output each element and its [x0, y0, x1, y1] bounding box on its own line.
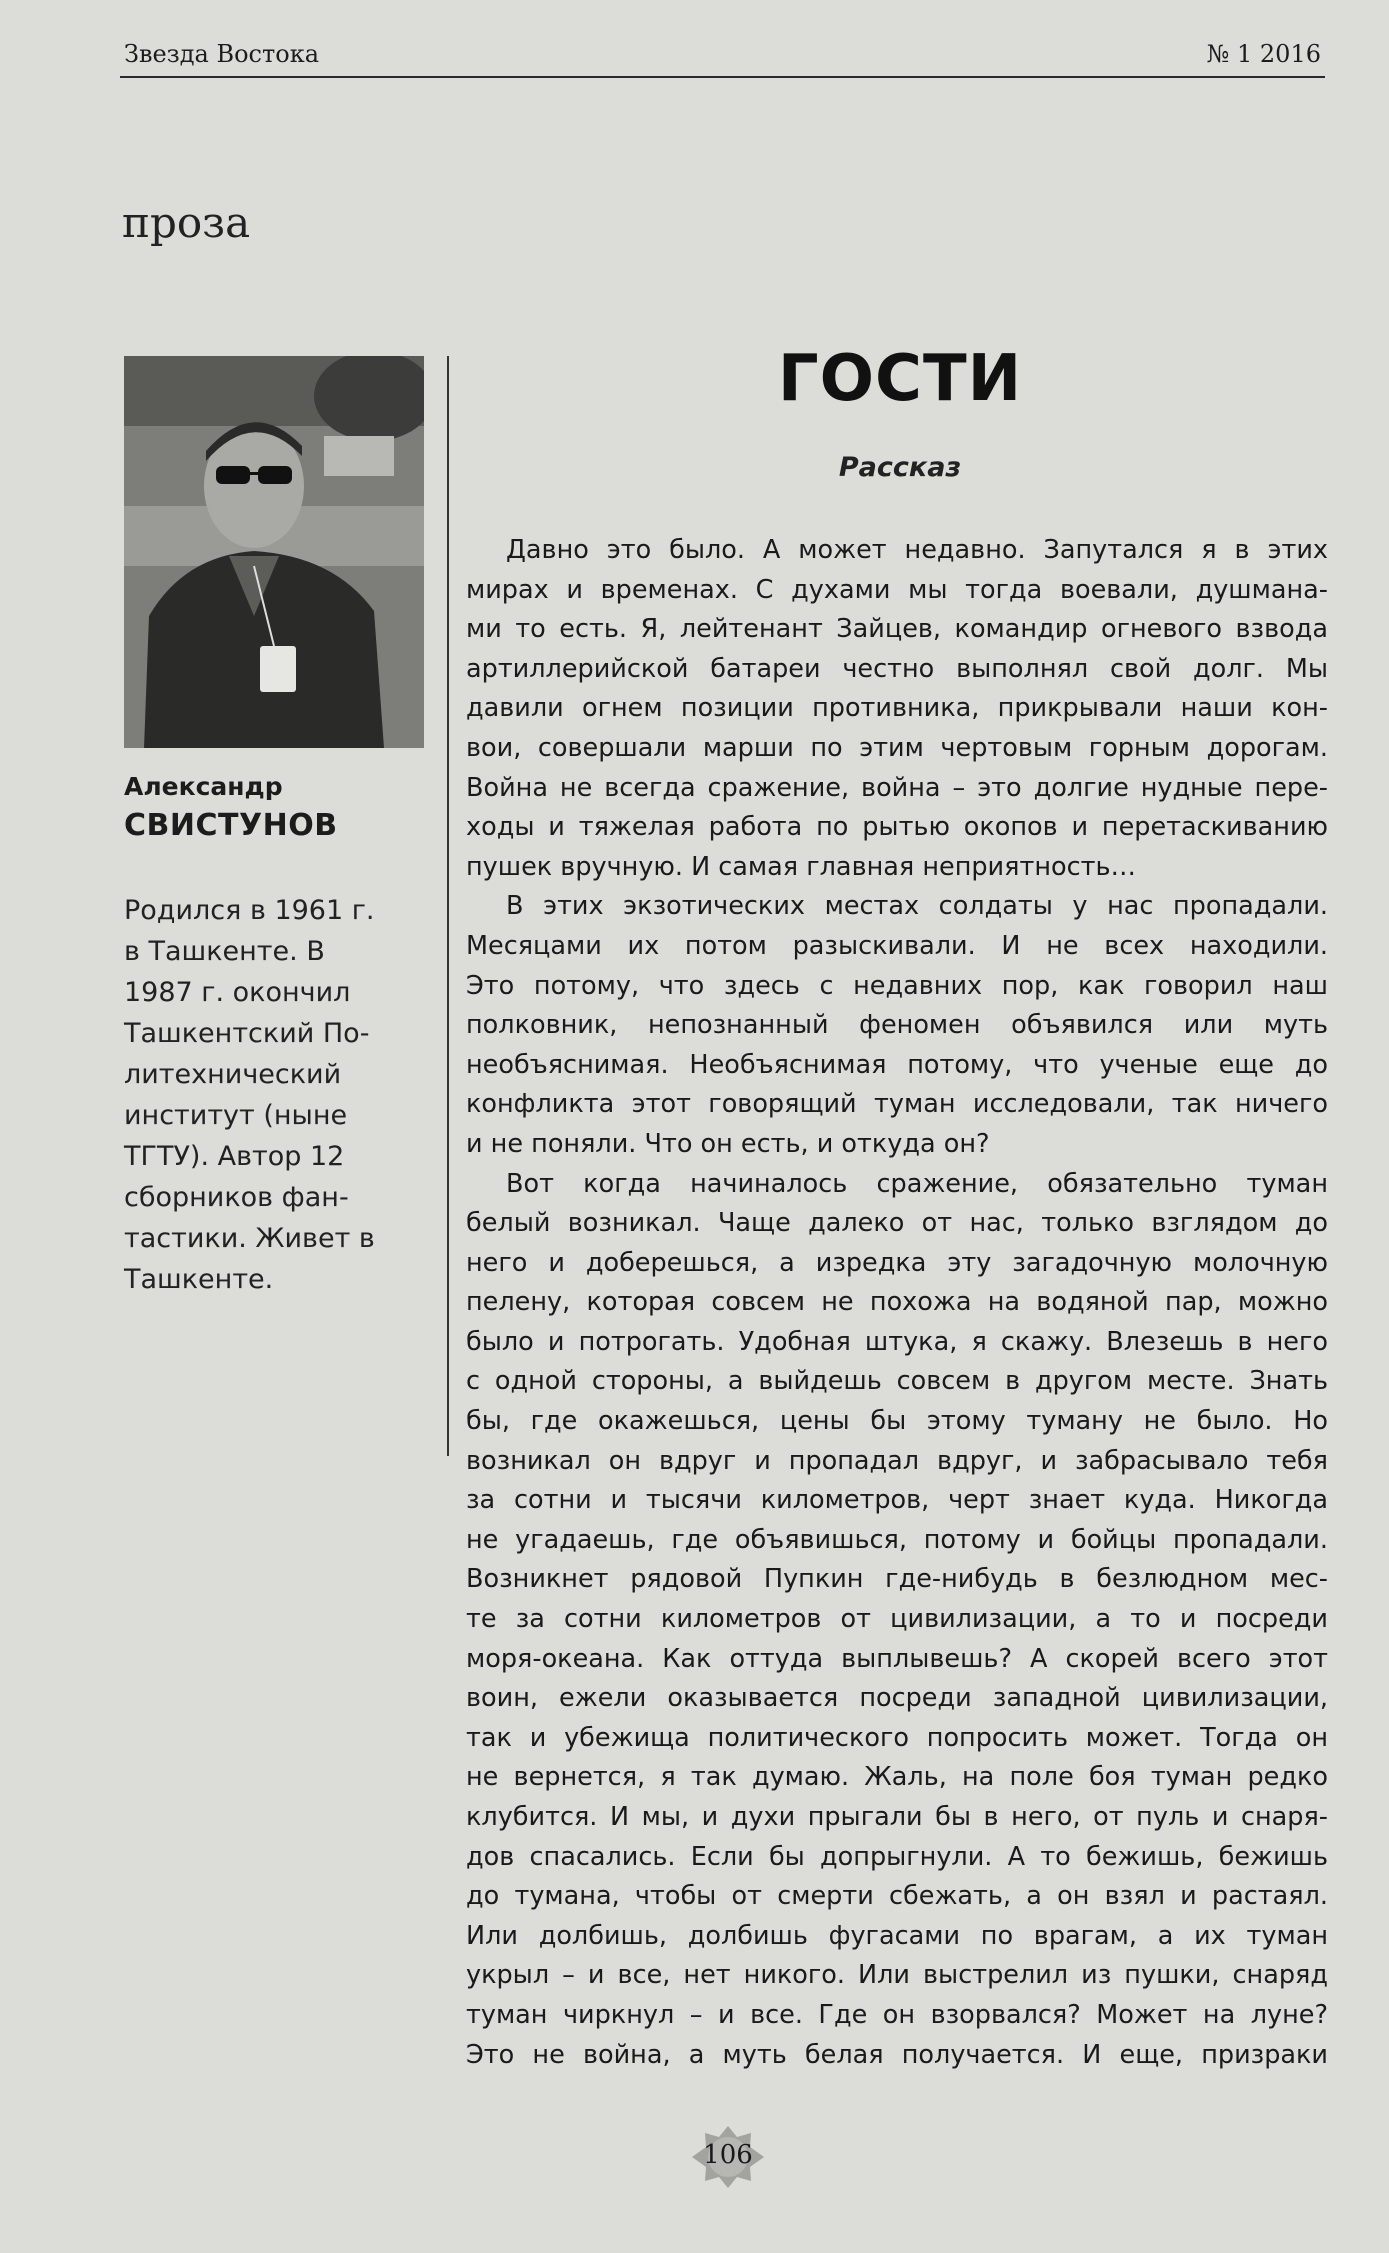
body-line: мирах и временах. С духами мы тогда воевали, душмана-	[466, 574, 1328, 605]
body-line: моря-океана. Как оттуда выплывешь? А скорей всего этот	[466, 1643, 1328, 1674]
author-bio	[124, 890, 424, 1300]
issue-number: № 1 2016	[1206, 40, 1321, 68]
body-line: него и доберешься, а изредка эту загадочную молочную	[466, 1247, 1328, 1278]
body-line: необъяснимая. Необъяснимая потому, что ученые еще до	[466, 1049, 1328, 1080]
body-line: Это не война, а муть белая получается. И еще, призраки	[466, 2039, 1328, 2070]
body-line: полковник, непознанный феномен объявился или муть	[466, 1010, 1328, 1041]
body-line: давили огнем позиции противника, прикрывали наши кон-	[466, 693, 1328, 724]
page-number: 106	[703, 2140, 753, 2170]
body-line: так и убежища политического попросить может. Тогда он	[466, 1722, 1328, 1753]
author-photo	[124, 356, 424, 748]
author-portrait-image	[124, 356, 424, 748]
body-line: Это потому, что здесь с недавних пор, как говорил наш	[466, 970, 1328, 1001]
body-line: за сотни и тысячи километров, черт знает куда. Никогда	[466, 1485, 1328, 1516]
body-line: ми то есть. Я, лейтенант Зайцев, командир огневого взвода	[466, 614, 1328, 645]
body-line: бы, где окажешься, цены бы этому туману не было. Но	[466, 1406, 1328, 1437]
body-line: дов спасались. Если бы допрыгнули. А то бежишь, бежишь	[466, 1841, 1328, 1872]
body-line: ходы и тяжелая работа по рытью окопов и перетаскиванию	[466, 812, 1328, 843]
bio-line: тастики. Живет в	[124, 1223, 375, 1254]
body-line: укрыл – и все, нет никого. Или выстрелил из пушки, снаряд	[466, 1960, 1328, 1991]
body-line: те за сотни километров от цивилизации, а то и посреди	[466, 1604, 1328, 1635]
body-line: туман чиркнул – и все. Где он взорвался? Может на луне?	[466, 1999, 1328, 2030]
body-line: воин, ежели оказывается посреди западной цивилизации,	[466, 1683, 1328, 1714]
body-line: белый возникал. Чаще далеко от нас, только взглядом до	[466, 1208, 1328, 1239]
bio-line: литехнический	[124, 1059, 342, 1090]
section-label: проза	[122, 198, 251, 247]
body-line: не угадаешь, где объявишься, потому и бойцы пропадали.	[466, 1524, 1328, 1555]
body-line: артиллерийской батареи честно выполнял свой долг. Мы	[466, 653, 1328, 684]
bio-line: 1987 г. окончил	[124, 977, 351, 1008]
bio-line: Ташкенте.	[124, 1264, 274, 1295]
body-line: возникал он вдруг и пропадал вдруг, и забрасывало тебя	[466, 1445, 1328, 1476]
body-line: до тумана, чтобы от смерти сбежать, а он взял и растаял.	[466, 1881, 1328, 1912]
bio-line: Ташкентский По-	[124, 1018, 370, 1049]
body-line: было и потрогать. Удобная штука, я скажу. Влезешь в него	[466, 1326, 1328, 1357]
body-line: не вернется, я так думаю. Жаль, на поле боя туман редко	[466, 1762, 1328, 1793]
body-line: Месяцами их потом разыскивали. И не всех находили.	[466, 930, 1328, 961]
story-subtitle: Рассказ	[838, 452, 962, 483]
story-body	[466, 531, 1328, 2075]
body-line: пелену, которая совсем не похожа на водяной пар, можно	[466, 1287, 1328, 1318]
page-number-badge	[688, 2124, 768, 2190]
body-line: пушек вручную. И самая главная неприятность…	[466, 851, 1136, 882]
running-header	[120, 30, 1325, 78]
author-first-name: Александр	[124, 772, 283, 801]
body-line: с одной стороны, а выйдешь совсем в другом месте. Знать	[466, 1366, 1328, 1397]
bio-line: институт (ныне	[124, 1100, 348, 1131]
journal-title: Звезда Востока	[124, 40, 320, 68]
story-title: ГОСТИ	[777, 342, 1023, 416]
body-line: В этих экзотических местах солдаты у нас пропадали.	[506, 891, 1328, 922]
body-line: Возникнет рядовой Пупкин где-нибудь в безлюдном мес-	[466, 1564, 1328, 1595]
author-last-name: СВИСТУНОВ	[124, 808, 338, 843]
bio-line: ТГТУ). Автор 12	[124, 1141, 345, 1172]
body-line: клубится. И мы, и духи прыгали бы в него, от пуль и снаря-	[466, 1802, 1328, 1832]
bio-line: в Ташкенте. В	[124, 936, 325, 967]
body-line: Вот когда начиналось сражение, обязательно туман	[506, 1168, 1328, 1199]
body-line: Давно это было. А может недавно. Запутался я в этих	[506, 535, 1328, 565]
body-line: вои, совершали марши по этим чертовым горным дорогам.	[466, 732, 1328, 763]
body-line: Война не всегда сражение, война – это долгие нудные пере-	[466, 772, 1328, 803]
bio-line: Родился в 1961 г.	[124, 895, 375, 926]
body-line: и не поняли. Что он есть, и откуда он?	[466, 1128, 990, 1159]
column-divider	[447, 356, 449, 1456]
bio-line: сборников фан-	[124, 1182, 349, 1213]
body-line: конфликта этот говорящий туман исследовали, так ничего	[466, 1089, 1328, 1120]
body-line: Или долбишь, долбишь фугасами по врагам, а их туман	[466, 1920, 1328, 1951]
